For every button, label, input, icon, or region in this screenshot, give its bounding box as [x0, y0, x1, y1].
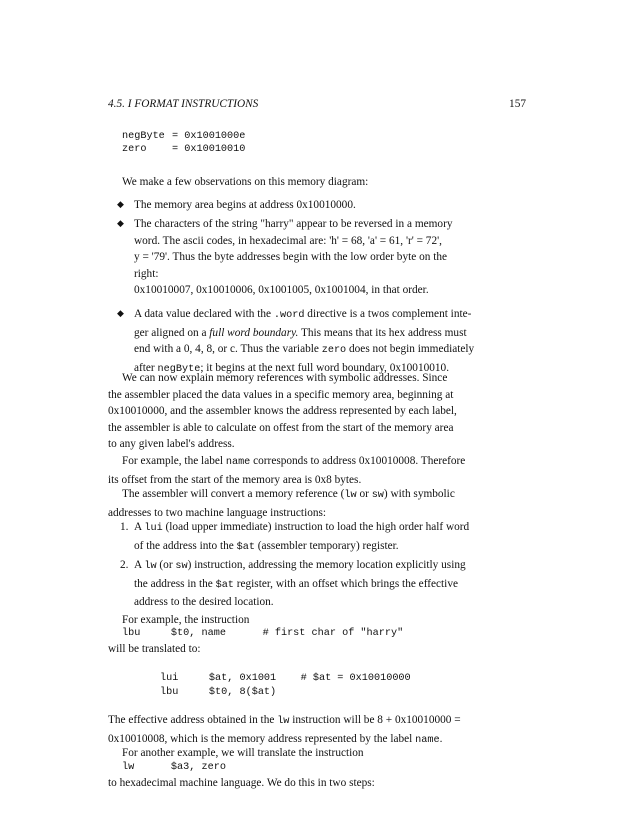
- bullet-mark: ◆: [117, 309, 124, 319]
- inline-code: lw: [277, 716, 290, 727]
- inline-code: $at: [215, 579, 234, 591]
- label-name: zero: [122, 144, 147, 155]
- example-intro: For example, the instruction: [122, 614, 250, 626]
- inline-code: lw: [144, 561, 157, 572]
- inline-code: sw: [371, 490, 384, 501]
- page-number: 157: [509, 98, 526, 110]
- memory-label-negbyte: [122, 131, 245, 142]
- text-line: after negByte; it begins at the next full word boundary, 0x10010010.: [134, 361, 450, 375]
- label-address: 0x1001000e: [184, 131, 246, 142]
- text-line: y = '79'. Thus the byte addresses begin with the low order byte on the: [134, 251, 447, 264]
- text-line: The assembler will convert a memory reference (lw or sw) with symbolic: [122, 488, 455, 501]
- list-item-1: [134, 519, 526, 556]
- example-intro: For another example, we will translate the instruction: [122, 747, 364, 759]
- inline-code: name: [225, 457, 251, 468]
- list-item-2: [134, 557, 526, 611]
- label-address: 0x10010010: [184, 144, 246, 155]
- list-number: 2.: [120, 559, 129, 571]
- text-line: the assembler is able to calculate on offest from the start of the memory area: [108, 421, 454, 434]
- text-line: the address in the $at register, with an offset which brings the effective: [134, 577, 458, 591]
- text-line: its offset from the start of the memory area is 0x8 bytes.: [108, 473, 362, 486]
- inline-code: lw: [344, 490, 357, 501]
- text-line: The characters of the string "harry" appear to be reversed in a memory: [134, 218, 453, 230]
- translated-code-line: lui $at, 0x1001 # $at = 0x10010000: [160, 673, 411, 684]
- bullet-2-text: [134, 216, 524, 299]
- bullet-mark: ◆: [117, 219, 124, 229]
- example-after: will be translated to:: [108, 643, 201, 655]
- inline-code: $at: [236, 541, 255, 553]
- text-line: A lui (load upper immediate) instruction to load the high order half word: [134, 521, 470, 534]
- translated-code-line: lbu $t0, 8($at): [160, 687, 277, 698]
- text-line: 0x10010007, 0x10010006, 0x1001005, 0x1001004, in that order.: [134, 284, 429, 297]
- running-header-section: 4.5. I FORMAT INSTRUCTIONS: [108, 98, 259, 110]
- bullet-3-text: [134, 306, 524, 378]
- text-line: word. The ascii codes, in hexadecimal are: 'h' = 68, 'a' = 61, 'r' = 72',: [134, 234, 442, 247]
- emphasis: full word boundary.: [209, 326, 299, 339]
- text-line: right:: [134, 267, 159, 280]
- inline-code: zero: [321, 345, 347, 357]
- text-line: the assembler placed the data values in a specific memory area, beginning at: [108, 388, 454, 401]
- text-line: The effective address obtained in the lw instruction will be 8 + 0x10010000 =: [108, 714, 461, 727]
- equals-sign: =: [172, 131, 179, 142]
- text-line: address to the desired location.: [134, 596, 274, 609]
- example-after: to hexadecimal machine language. We do this in two steps:: [108, 777, 375, 789]
- text-line: addresses to two machine language instructions:: [108, 506, 327, 519]
- inline-code: sw: [175, 561, 188, 572]
- list-number: 1.: [120, 521, 129, 533]
- text-line: A data value declared with the .word directive is a twos complement inte-: [134, 308, 472, 321]
- bullet-1-text: The memory area begins at address 0x10010000.: [134, 199, 356, 211]
- text-line: of the address into the $at (assembler temporary) register.: [134, 539, 399, 553]
- label-name: negByte: [122, 131, 165, 142]
- text-line: ger aligned on a full word boundary. This means that its hex address must: [134, 326, 467, 339]
- inline-code: .word: [273, 310, 305, 321]
- paragraph-effective-address: [108, 712, 528, 749]
- text-line: For example, the label name corresponds to address 0x10010008. Therefore: [122, 455, 466, 468]
- example-code: lw $a3, zero: [122, 762, 226, 773]
- example-code: lbu $t0, name # first char of "harry": [122, 628, 404, 639]
- paragraph-label-offset: [108, 453, 528, 488]
- paragraph-assembler-convert: [108, 486, 528, 521]
- bullet-mark: ◆: [117, 200, 124, 210]
- inline-code: name: [415, 734, 440, 746]
- equals-sign: =: [172, 144, 179, 155]
- text-line: A lw (or sw) instruction, addressing the memory location explicitly using: [134, 559, 466, 572]
- text-line: 0x10010000, and the assembler knows the address represented by each label,: [108, 405, 457, 418]
- memory-label-zero: [122, 144, 245, 155]
- text-line: end with a 0, 4, 8, or c. Thus the variable zero does not begin immediately: [134, 343, 475, 357]
- intro-text: We make a few observations on this memory diagram:: [122, 176, 369, 188]
- text-line: We can now explain memory references with symbolic addresses. Since: [122, 372, 448, 384]
- paragraph-symbolic-addresses: [108, 370, 528, 453]
- text-line: to any given label's address.: [108, 438, 235, 451]
- inline-code: negByte: [157, 363, 201, 375]
- text-line: 0x10010008, which is the memory address represented by the label name.: [108, 732, 443, 746]
- inline-code: lui: [144, 523, 163, 534]
